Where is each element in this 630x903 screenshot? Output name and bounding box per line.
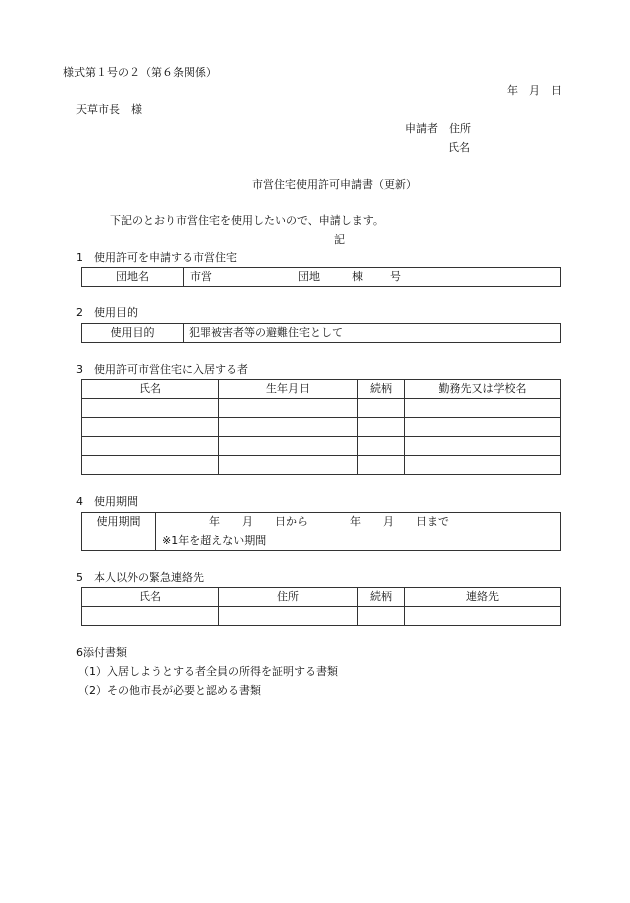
period-label: 使用期間 xyxy=(82,513,156,551)
resident-workplace-cell[interactable] xyxy=(405,399,561,418)
housing-value-cell[interactable] xyxy=(184,268,561,287)
period-to: 年 月 日まで xyxy=(350,515,449,528)
table-row xyxy=(82,399,561,418)
period-table xyxy=(81,512,561,551)
resident-relation-cell[interactable] xyxy=(358,418,405,437)
period-note: ※1年を超えない期間 xyxy=(162,534,267,547)
purpose-value[interactable]: 犯罪被害者等の避難住宅として xyxy=(184,324,561,343)
resident-name-cell[interactable] xyxy=(82,399,219,418)
housing-table xyxy=(81,267,561,287)
housing-tou: 棟 xyxy=(352,270,363,283)
contact-col-header-name: 氏名 xyxy=(82,588,219,607)
purpose-table xyxy=(81,323,561,343)
period-from: 年 月 日から xyxy=(209,515,308,528)
residents-table xyxy=(81,379,561,475)
resident-workplace-cell[interactable] xyxy=(405,456,561,475)
section2-heading: 2 使用目的 xyxy=(76,306,138,319)
section5-heading: 5 本人以外の緊急連絡先 xyxy=(76,571,204,584)
contact-col-header-phone: 連絡先 xyxy=(405,588,561,607)
resident-relation-cell[interactable] xyxy=(358,456,405,475)
resident-birthdate-cell[interactable] xyxy=(219,456,358,475)
housing-gou: 号 xyxy=(390,270,401,283)
resident-workplace-cell[interactable] xyxy=(405,437,561,456)
applicant-name-label: 氏名 xyxy=(448,141,470,154)
resident-birthdate-cell[interactable] xyxy=(219,399,358,418)
housing-label: 団地名 xyxy=(82,268,184,287)
contact-relation-cell[interactable] xyxy=(358,607,405,626)
applicant-address-label: 申請者 住所 xyxy=(405,122,471,135)
ki-label: 記 xyxy=(334,233,345,246)
intro-text: 下記のとおり市営住宅を使用したいので、申請します。 xyxy=(110,214,384,227)
resident-relation-cell[interactable] xyxy=(358,399,405,418)
table-row xyxy=(82,607,561,626)
col-header-birthdate: 生年月日 xyxy=(219,380,358,399)
section6-heading: 6添付書類 xyxy=(76,646,127,659)
attachment-item-2: （2）その他市長が必要と認める書類 xyxy=(78,684,261,697)
col-header-name: 氏名 xyxy=(82,380,219,399)
table-row xyxy=(82,437,561,456)
housing-city: 市営 xyxy=(190,270,212,283)
document-title: 市営住宅使用許可申請書（更新） xyxy=(252,178,417,191)
contact-col-header-relation: 続柄 xyxy=(358,588,405,607)
contact-name-cell[interactable] xyxy=(82,607,219,626)
resident-name-cell[interactable] xyxy=(82,437,219,456)
table-row xyxy=(82,456,561,475)
purpose-label: 使用目的 xyxy=(82,324,184,343)
addressee: 天草市長 様 xyxy=(76,103,142,116)
housing-danchi: 団地 xyxy=(298,270,320,283)
col-header-workplace: 勤務先又は学校名 xyxy=(405,380,561,399)
attachment-item-1: （1）入居しようとする者全員の所得を証明する書類 xyxy=(78,665,338,678)
resident-relation-cell[interactable] xyxy=(358,437,405,456)
section4-heading: 4 使用期間 xyxy=(76,495,138,508)
period-value-cell[interactable] xyxy=(156,513,561,551)
contact-address-cell[interactable] xyxy=(219,607,358,626)
section1-heading: 1 使用許可を申請する市営住宅 xyxy=(76,251,237,264)
emergency-contact-table xyxy=(81,587,561,626)
contact-phone-cell[interactable] xyxy=(405,607,561,626)
resident-name-cell[interactable] xyxy=(82,418,219,437)
resident-workplace-cell[interactable] xyxy=(405,418,561,437)
resident-birthdate-cell[interactable] xyxy=(219,418,358,437)
table-row xyxy=(82,418,561,437)
resident-name-cell[interactable] xyxy=(82,456,219,475)
emergency-header-row xyxy=(82,588,561,607)
section3-heading: 3 使用許可市営住宅に入居する者 xyxy=(76,363,248,376)
contact-col-header-address: 住所 xyxy=(219,588,358,607)
residents-header-row xyxy=(82,380,561,399)
date-line: 年 月 日 xyxy=(507,84,562,97)
form-number: 様式第１号の２（第６条関係） xyxy=(63,66,217,79)
col-header-relation: 続柄 xyxy=(358,380,405,399)
resident-birthdate-cell[interactable] xyxy=(219,437,358,456)
